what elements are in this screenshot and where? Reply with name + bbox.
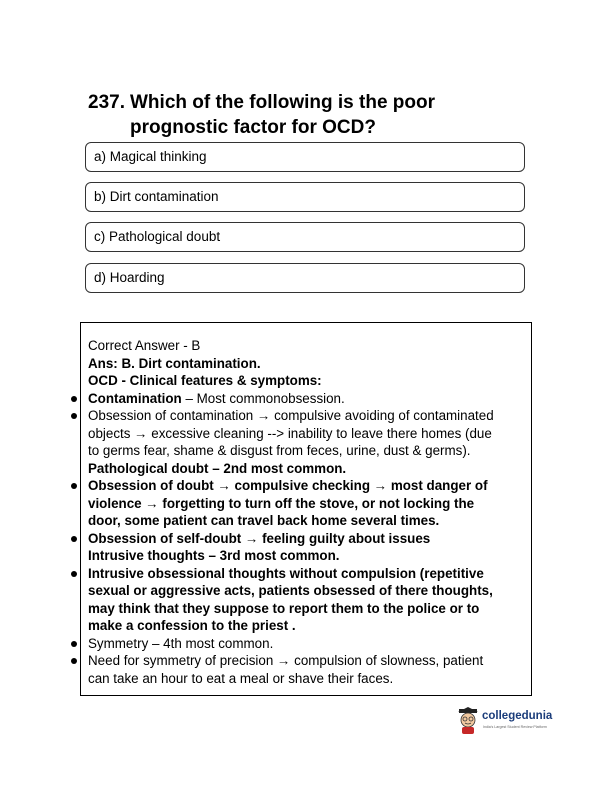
bullet-icon [71,413,77,419]
answer-line: Pathological doubt – 2nd most common. [88,460,347,476]
answer-line: Obsession of self-doubt → feeling guilty about issues [88,530,431,546]
question-heading [88,90,528,140]
question-text-line2: prognostic factor for OCD? [130,117,376,138]
option-b[interactable]: b) Dirt contamination [85,182,525,212]
bullet-icon [71,658,77,664]
logo-brand: collegedunia [482,710,553,722]
answer-line: Intrusive obsessional thoughts without compulsion (repetitive [88,565,484,581]
logo-tagline: India's Largest Student Review Platform [483,725,547,729]
question-number: 237. [88,92,125,113]
collegedunia-logo [456,707,568,737]
answer-line: Ans: B. Dirt contamination. [88,355,261,371]
question-text-line1: Which of the following is the poor [130,92,436,113]
answer-line: Need for symmetry of precision → compulsion of slowness, patient [88,653,484,668]
answer-line: violence → forgetting to turn off the stove, or not locking the [88,495,475,511]
option-d[interactable]: d) Hoarding [85,263,525,293]
answer-line: to germs fear, shame & disgust from feces, urine, dust & germs). [88,443,471,458]
answer-line: door, some patient can travel back home several times. [88,513,440,528]
answer-line-part: – Most commonobsession. [181,390,345,406]
answer-line: objects → excessive cleaning --> inability to leave there homes (due [88,425,492,441]
answer-line: make a confession to the priest . [88,618,296,633]
answer-line: sexual or aggressive acts, patients obsessed of there thoughts, [88,583,493,598]
answer-line: Symmetry – 4th most common. [88,635,274,651]
bullet-icon [71,483,77,489]
answer-line: Obsession of contamination → compulsive avoiding of contaminated [88,408,494,423]
bullet-icon [71,641,77,647]
bullet-icon [71,536,77,542]
answer-line: OCD - Clinical features & symptoms: [88,373,322,388]
mascot-icon [456,707,480,735]
answer-line: can take an hour to eat a meal or shave their faces. [88,670,394,686]
bullet-icon [71,396,77,402]
bullet-icon [71,571,77,577]
answer-line [88,390,345,408]
option-a[interactable]: a) Magical thinking [85,142,525,172]
answer-line-part: Contamination [88,390,182,406]
answer-line: may think that they suppose to report them to the police or to [88,600,480,616]
answer-line: Correct Answer - B [88,338,201,353]
answer-line: Obsession of doubt → compulsive checking → most danger of [88,478,488,493]
answer-line: Intrusive thoughts – 3rd most common. [88,548,340,563]
option-c[interactable]: c) Pathological doubt [85,222,525,252]
